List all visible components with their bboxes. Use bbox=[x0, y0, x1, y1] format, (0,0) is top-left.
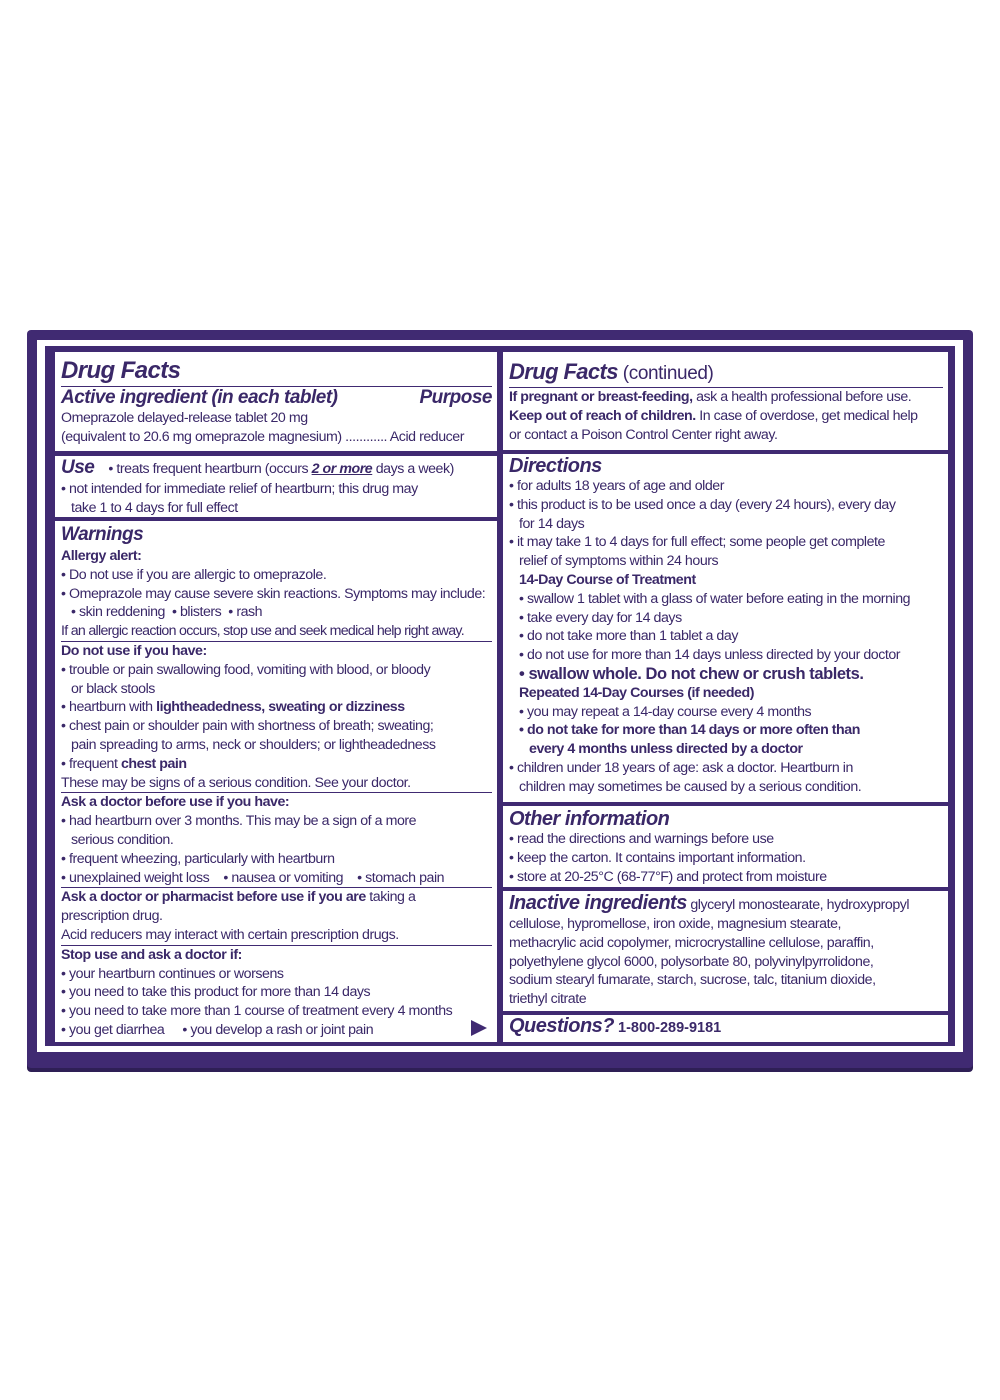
do-not-use-heading: Do not use if you have: bbox=[61, 642, 207, 659]
ask-doctor-heading: Ask a doctor before use if you have: bbox=[61, 794, 290, 811]
inactive-line: sodium stearyl fumarate, starch, sucrose, talc, titanium dioxide, bbox=[509, 972, 876, 989]
use-emphasis: 2 or more bbox=[311, 461, 373, 477]
active-ingredient-section bbox=[55, 352, 497, 451]
other-info-item: • store at 20-25°C (68-77°F) and protect from moisture bbox=[509, 868, 827, 885]
allergy-item: • Omeprazole may cause severe skin reactions. Symptoms may include: bbox=[61, 585, 486, 602]
pregnancy-bold: If pregnant or breast-feeding, bbox=[509, 389, 693, 405]
stop-use-item: • you need to take more than 1 course of treatment every 4 months bbox=[61, 1003, 453, 1020]
ask-pharmacist-text: taking a bbox=[365, 889, 416, 906]
children-direction: children may sometimes be caused by a serious condition. bbox=[519, 778, 862, 795]
ask-doctor-item bbox=[61, 869, 492, 889]
children-bold: Keep out of reach of children. bbox=[509, 407, 696, 424]
other-information-section bbox=[503, 806, 948, 887]
use-text: • treats frequent heartburn (occurs bbox=[108, 461, 312, 477]
dnu-item: pain spreading to arms, neck or shoulders; or lightheadedness bbox=[71, 736, 436, 753]
stop-use-text: • you get diarrhea bbox=[61, 1021, 165, 1038]
dnu-item bbox=[61, 698, 492, 717]
ask-pharmacist-note: Acid reducers may interact with certain prescription drugs. bbox=[61, 926, 492, 946]
active-heading: Active ingredient (in each tablet) bbox=[61, 387, 338, 408]
children-direction: • children under 18 years of age: ask a doctor. Heartburn in bbox=[509, 759, 853, 776]
warnings-section bbox=[55, 521, 497, 1042]
course-item: • swallow 1 tablet with a glass of water before eating in the morning bbox=[519, 590, 911, 607]
use-heading: Use bbox=[61, 457, 95, 478]
stop-use-item: • you need to take this product for more than 14 days bbox=[61, 984, 371, 1001]
continued-title-main: Drug Facts bbox=[509, 359, 618, 384]
allergy-alert: Allergy alert: bbox=[61, 548, 142, 564]
continued-title bbox=[509, 352, 943, 388]
ask-pharmacist bbox=[61, 888, 492, 907]
inactive-text: glyceryl monostearate, hydroxypropyl bbox=[686, 897, 910, 913]
symptom: • stomach pain bbox=[357, 869, 445, 886]
active-ingredient-heading bbox=[61, 387, 492, 409]
inactive-line: polyethylene glycol 6000, polysorbate 80, polyvinylpyrrolidone, bbox=[509, 953, 874, 970]
direction-item: • it may take 1 to 4 days for full effect; some people get complete bbox=[509, 534, 885, 551]
inactive-heading: Inactive ingredients bbox=[509, 892, 687, 914]
dnu-item: • trouble or pain swallowing food, vomiting with blood, or bloody bbox=[61, 661, 431, 678]
dnu-item bbox=[61, 755, 492, 774]
allergy-item: • Do not use if you are allergic to omeprazole. bbox=[61, 566, 327, 583]
direction-item: for 14 days bbox=[519, 515, 585, 532]
symptom: • unexplained weight loss bbox=[61, 869, 210, 886]
pregnancy-warning bbox=[509, 388, 943, 407]
directions-section bbox=[503, 454, 948, 802]
stop-use-item bbox=[61, 1021, 492, 1040]
continued-title-suffix: (continued) bbox=[617, 363, 714, 384]
inactive-line-1 bbox=[509, 891, 943, 915]
children-warning-2: or contact a Poison Control Center right away. bbox=[509, 426, 778, 443]
allergy-note: If an allergic reaction occurs, stop use and seek medical help right away. bbox=[61, 622, 492, 642]
directions-heading: Directions bbox=[509, 455, 602, 477]
ask-doctor-item: • frequent wheezing, particularly with heartburn bbox=[61, 850, 335, 867]
questions-heading: Questions? bbox=[509, 1015, 615, 1037]
continue-arrow-icon bbox=[471, 1020, 487, 1036]
dnu-bold: chest pain bbox=[120, 755, 187, 772]
purpose-value: Acid reducer bbox=[389, 428, 465, 445]
ask-pharmacist-line: prescription drug. bbox=[61, 908, 163, 925]
purpose-heading: Purpose bbox=[419, 387, 492, 408]
symptom: • nausea or vomiting bbox=[223, 869, 344, 886]
other-info-item: • read the directions and warnings before use bbox=[509, 831, 774, 847]
pregnancy-text: ask a health professional before use. bbox=[692, 389, 912, 405]
continued-section bbox=[503, 352, 948, 450]
ask-doctor-item: serious condition. bbox=[71, 831, 174, 848]
stop-use-heading: Stop use and ask a doctor if: bbox=[61, 946, 242, 963]
repeat-item: • do not take for more than 14 days or more often than bbox=[519, 722, 860, 739]
repeat-item: every 4 months unless directed by a doctor bbox=[529, 741, 803, 758]
course-item-emphasis: • swallow whole. Do not chew or crush tablets. bbox=[519, 664, 864, 683]
inactive-line: cellulose, hypromellose, iron oxide, magnesium stearate, bbox=[509, 916, 842, 932]
stop-use-text: • you develop a rash or joint pain bbox=[182, 1021, 374, 1038]
course-heading: 14-Day Course of Treatment bbox=[519, 571, 696, 588]
dnu-item: • chest pain or shoulder pain with shortness of breath; sweating; bbox=[61, 718, 434, 735]
allergy-item: • skin reddening • blisters • rash bbox=[71, 604, 263, 621]
use-line-1 bbox=[61, 456, 492, 480]
inactive-line: methacrylic acid copolymer, microcrystalline cellulose, paraffin, bbox=[509, 934, 874, 951]
children-warning bbox=[509, 407, 943, 426]
warnings-heading: Warnings bbox=[61, 524, 144, 545]
direction-item: • for adults 18 years of age and older bbox=[509, 478, 725, 494]
other-info-item: • keep the carton. It contains important information. bbox=[509, 849, 806, 866]
course-item: • do not take more than 1 tablet a day bbox=[519, 628, 738, 645]
use-text-end: days a week) bbox=[372, 461, 454, 477]
dnu-bold: lightheadedness, sweating or dizziness bbox=[156, 699, 405, 716]
dnu-text: • heartburn with bbox=[61, 699, 157, 716]
drug-facts-title: Drug Facts bbox=[61, 352, 492, 387]
active-line-2 bbox=[61, 428, 492, 447]
questions-section bbox=[503, 1015, 948, 1042]
course-item: • do not use for more than 14 days unless directed by your doctor bbox=[519, 647, 901, 664]
ask-doctor-item: • had heartburn over 3 months. This may be a sign of a more bbox=[61, 813, 417, 830]
direction-item: relief of symptoms within 24 hours bbox=[519, 553, 719, 570]
use-section bbox=[55, 456, 497, 517]
dnu-item: or black stools bbox=[71, 680, 155, 697]
inactive-ingredients-section bbox=[503, 891, 948, 1011]
course-item: • take every day for 14 days bbox=[519, 609, 682, 626]
questions-line bbox=[509, 1015, 943, 1041]
inactive-line: triethyl citrate bbox=[509, 991, 587, 1008]
use-line-2: • not intended for immediate relief of heartburn; this drug may bbox=[61, 481, 418, 497]
dnu-text: • frequent bbox=[61, 755, 121, 772]
phone-number: 1-800-289-9181 bbox=[614, 1020, 722, 1036]
ask-pharmacist-heading: Ask a doctor or pharmacist before use if you are bbox=[61, 889, 366, 906]
children-text: In case of overdose, get medical help bbox=[695, 407, 918, 424]
active-line-1: Omeprazole delayed-release tablet 20 mg bbox=[61, 410, 308, 426]
repeat-heading: Repeated 14-Day Courses (if needed) bbox=[519, 684, 754, 701]
other-info-heading: Other information bbox=[509, 808, 670, 830]
use-line-3: take 1 to 4 days for full effect bbox=[71, 499, 238, 516]
direction-item: • this product is to be used once a day (every 24 hours), every day bbox=[509, 496, 896, 513]
dnu-note: These may be signs of a serious condition. See your doctor. bbox=[61, 774, 492, 794]
active-equivalent: (equivalent to 20.6 mg omeprazole magnesium) ............ bbox=[61, 428, 388, 445]
repeat-item: • you may repeat a 14-day course every 4 months bbox=[519, 703, 812, 720]
stop-use-item: • your heartburn continues or worsens bbox=[61, 965, 284, 982]
